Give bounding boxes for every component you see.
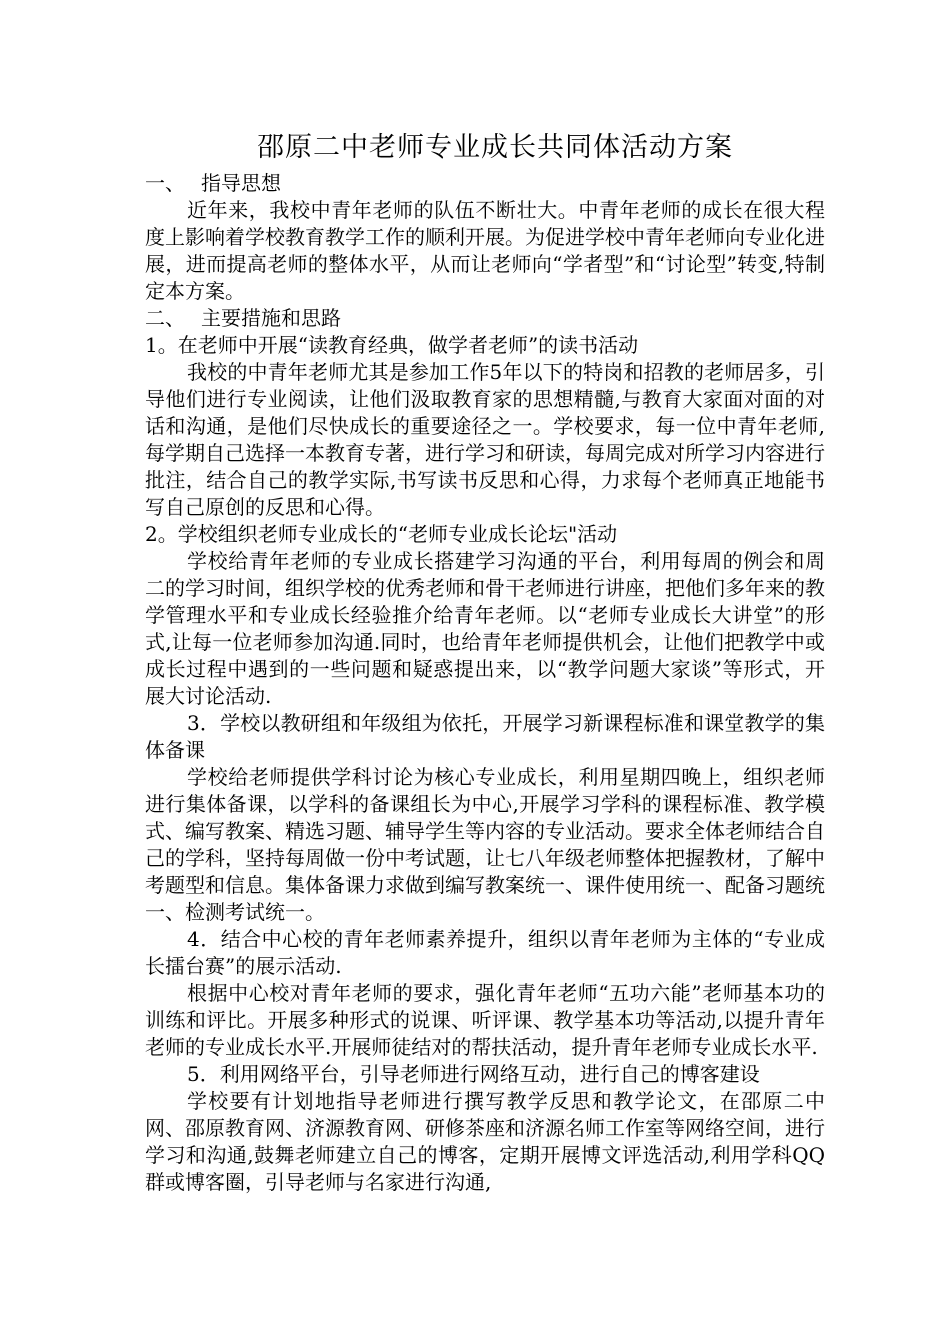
subsection-heading: 3．学校以教研组和年级组为依托，开展学习新课程标准和课堂教学的集体备课 (145, 711, 825, 762)
section-number: 一、 (145, 171, 185, 195)
subsection-heading: 4．结合中心校的青年老师素养提升，组织以青年老师为主体的“专业成长擂台赛”的展示活动. (145, 927, 825, 978)
section-heading-text: 主要措施和思路 (201, 306, 341, 330)
section-heading-1 (145, 170, 825, 197)
section-number: 二、 (145, 306, 185, 330)
section-heading-2 (145, 305, 825, 332)
paragraph: 学校给老师提供学科讨论为核心专业成长，利用星期四晚上，组织老师进行集体备课，以学科的备课组长为中心,开展学习学科的课程标准、教学模式、编写教案、精选习题、辅导学生等内容的专业活动。要求全体老师结合自己的学科，坚持每周做一份中考试题，让七八年级老师整体把握教材，了解中考题型和信息。集体备课力求做到编写教案统一、课件使用统一、配备习题统一、检测考试统一。 (145, 765, 825, 924)
subsection-heading: 1。在老师中开展“读教育经典，做学者老师”的读书活动 (145, 333, 639, 357)
document-body (145, 170, 825, 1196)
paragraph: 根据中心校对青年老师的要求，强化青年老师“五功六能”老师基本功的训练和评比。开展多种形式的说课、听评课、教学基本功等活动,以提升青年老师的专业成长水平.开展师徒结对的帮扶活动，提升青年老师专业成长水平. (145, 981, 825, 1059)
paragraph: 学校要有计划地指导老师进行撰写教学反思和教学论文，在邵原二中网、邵原教育网、济源教育网、研修茶座和济源名师工作室等网络空间，进行学习和沟通,鼓舞老师建立自己的博客，定期开展博文评选活动,利用学科QQ群或博客圈，引导老师与名家进行沟通, (145, 1089, 825, 1194)
paragraph: 学校给青年老师的专业成长搭建学习沟通的平台，利用每周的例会和周二的学习时间，组织学校的优秀老师和骨干老师进行讲座，把他们多年来的教学管理水平和专业成长经验推介给青年老师。以“老师专业成长大讲堂”的形式,让每一位老师参加沟通.同时，也给青年老师提供机会，让他们把教学中或成长过程中遇到的一些问题和疑惑提出来，以“教学问题大家谈”等形式，开展大讨论活动. (145, 549, 825, 708)
section-heading-text: 指导思想 (201, 171, 281, 195)
paragraph: 近年来，我校中青年老师的队伍不断壮大。中青年老师的成长在很大程度上影响着学校教育教学工作的顺利开展。为促进学校中青年老师向专业化进展，进而提高老师的整体水平，从而让老师向“学者型”和“讨论型”转变,特制定本方案。 (145, 198, 825, 303)
subsection-heading: 5．利用网络平台，引导老师进行网络互动，进行自己的博客建设 (187, 1062, 760, 1086)
subsection-heading: 2。学校组织老师专业成长的“老师专业成长论坛"活动 (145, 522, 618, 546)
document-title: 邵原二中老师专业成长共同体活动方案 (257, 132, 733, 163)
paragraph: 我校的中青年老师尤其是参加工作5年以下的特岗和招教的老师居多，引导他们进行专业阅读，让他们汲取教育家的思想精髓,与教育大家面对面的对话和沟通，是他们尽快成长的重要途径之一。学校要求，每一位中青年老师,每学期自己选择一本教育专著，进行学习和研读，每周完成对所学习内容进行批注，结合自己的教学实际,书写读书反思和心得，力求每个老师真正地能书写自己原创的反思和心得。 (145, 360, 825, 519)
